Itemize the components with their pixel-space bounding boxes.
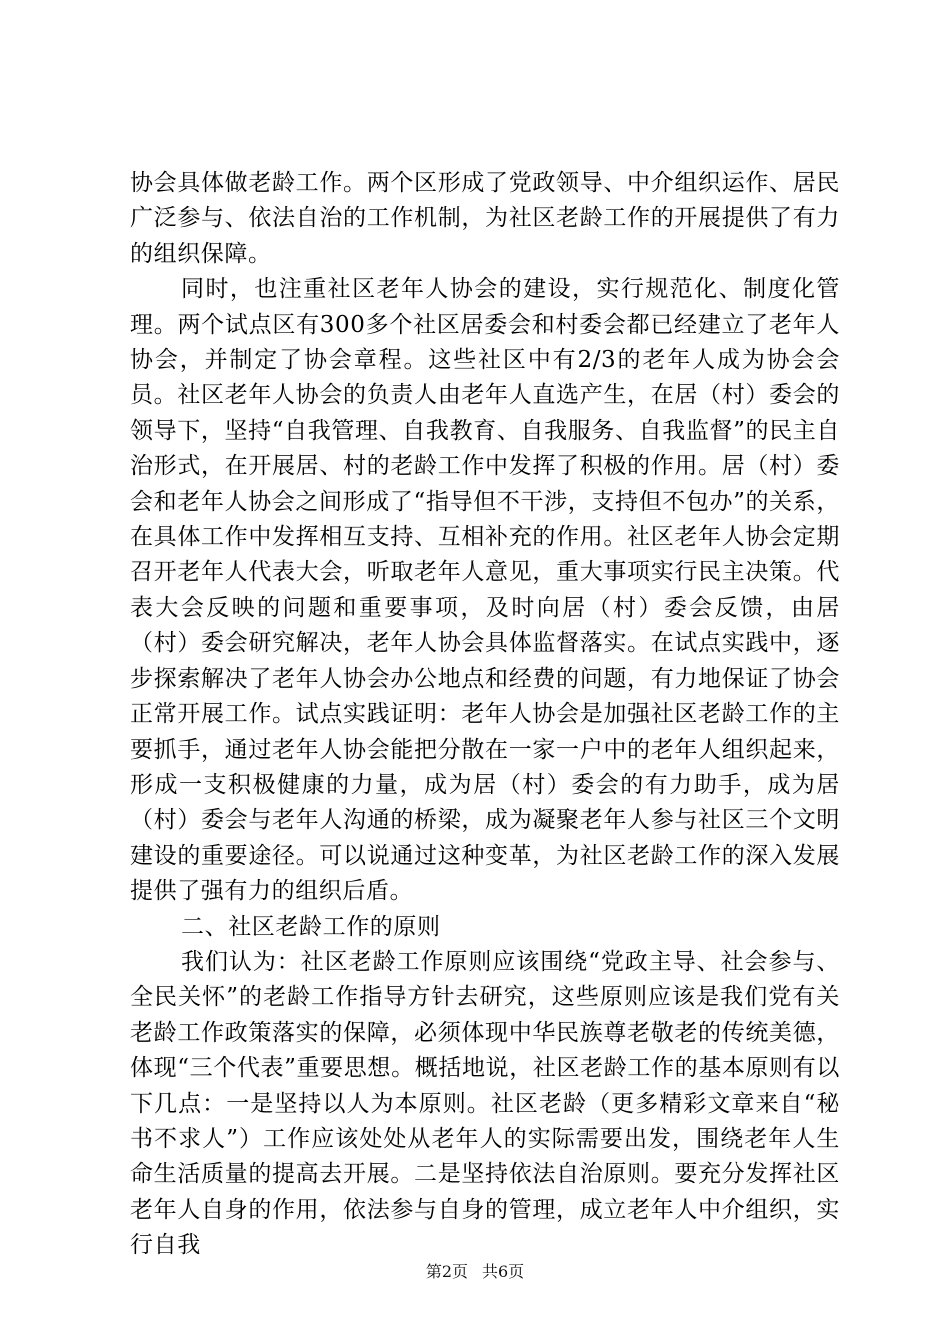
document-body [130,166,840,1264]
section-heading: 二、社区老龄工作的原则 [181,913,441,940]
paragraph-2: 同时，也注重社区老年人协会的建设，实行规范化、制度化管理。两个试点区有300多个社区居委会和村委会都已经建立了老年人协会，并制定了协会章程。这些社区中有2/3的老年人成为协会会员。社区老年人协会的负责人由老年人直选产生，在居（村）委会的领导下，坚持“自我管理、自我教育、自我服务、自我监督”的民主自治形式，在开展居、村的老龄工作中发挥了积极的作用。居（村）委会和老年人协会之间形成了“指导但不干涉，支持但不包办”的关系，在具体工作中发挥相互支持、互相补充的作用。社区老年人协会定期召开老年人代表大会，听取老年人意见，重大事项实行民主决策。代表大会反映的问题和重要事项，及时向居（村）委会反馈，由居（村）委会研究解决，老年人协会具体监督落实。在试点实践中，逐步探索解决了老年人协会办公地点和经费的问题，有力地保证了协会正常开展工作。试点实践证明：老年人协会是加强社区老龄工作的主要抓手，通过老年人协会能把分散在一家一户中的老年人组织起来，形成一支积极健康的力量，成为居（村）委会的有力助手，成为居（村）委会与老年人沟通的桥梁，成为凝聚老年人参与社区三个文明建设的重要途径。可以说通过这种变革，为社区老龄工作的深入发展提供了强有力的组织后盾。 [130,276,840,905]
page-footer [0,1262,950,1282]
paragraph-1: 协会具体做老龄工作。两个区形成了党政领导、中介组织运作、居民广泛参与、依法自治的工作机制，为社区老龄工作的开展提供了有力的组织保障。 [130,170,840,267]
paragraph-3: 我们认为：社区老龄工作原则应该围绕“党政主导、社会参与、全民关怀”的老龄工作指导方针去研究，这些原则应该是我们党有关老龄工作政策落实的保障，必须体现中华民族尊老敬老的传统美德，体现“三个代表”重要思想。概括地说，社区老龄工作的基本原则有以下几点：一是坚持以人为本原则。社区老龄（更多精彩文章来自“秘书不求人”）工作应该处处从老年人的实际需要出发，围绕老年人生命生活质量的提高去开展。二是坚持依法自治原则。要充分发挥社区老年人自身的作用，依法参与自身的管理，成立老年人中介组织，实行自我 [130,948,840,1259]
page-total: 共6页 [482,1262,525,1281]
page-number: 第2页 [425,1262,468,1281]
